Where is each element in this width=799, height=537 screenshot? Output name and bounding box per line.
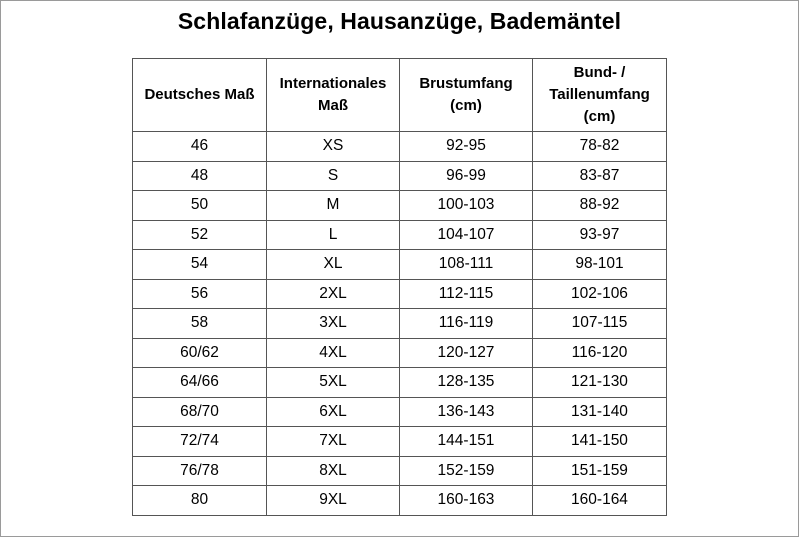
cell-deutsches-mass: 80 [133,486,267,516]
cell-internationales-mass: L [267,220,400,250]
header-brustumfang-line2: (cm) [450,97,482,114]
cell-brustumfang: 144-151 [400,427,533,457]
cell-deutsches-mass: 76/78 [133,456,267,486]
cell-brustumfang: 108-111 [400,250,533,280]
table-row [133,191,667,221]
cell-brustumfang: 96-99 [400,161,533,191]
cell-internationales-mass: XL [267,250,400,280]
cell-taillenumfang: 78-82 [533,132,667,162]
cell-brustumfang: 136-143 [400,397,533,427]
table-header-row [133,59,667,132]
cell-deutsches-mass: 50 [133,191,267,221]
cell-taillenumfang: 121-130 [533,368,667,398]
cell-internationales-mass: 3XL [267,309,400,339]
cell-internationales-mass: S [267,161,400,191]
cell-deutsches-mass: 60/62 [133,338,267,368]
cell-taillenumfang: 88-92 [533,191,667,221]
size-table [132,58,667,516]
cell-internationales-mass: 8XL [267,456,400,486]
table-row [133,279,667,309]
table-row [133,220,667,250]
table-row [133,338,667,368]
cell-deutsches-mass: 58 [133,309,267,339]
cell-brustumfang: 152-159 [400,456,533,486]
cell-brustumfang: 160-163 [400,486,533,516]
cell-internationales-mass: 6XL [267,397,400,427]
header-taillenumfang-line2: Taillenumfang [549,86,650,103]
cell-deutsches-mass: 52 [133,220,267,250]
table-row [133,397,667,427]
header-internationales-mass [267,59,400,132]
cell-deutsches-mass: 64/66 [133,368,267,398]
cell-brustumfang: 92-95 [400,132,533,162]
cell-internationales-mass: M [267,191,400,221]
cell-brustumfang: 112-115 [400,279,533,309]
table-row [133,250,667,280]
header-taillenumfang-line1: Bund- / [573,64,626,81]
header-deutsches-mass [133,59,267,132]
table-row [133,132,667,162]
header-brustumfang-line1: Brustumfang [419,75,513,92]
cell-internationales-mass: 7XL [267,427,400,457]
cell-deutsches-mass: 54 [133,250,267,280]
cell-internationales-mass: 2XL [267,279,400,309]
cell-taillenumfang: 131-140 [533,397,667,427]
cell-taillenumfang: 151-159 [533,456,667,486]
header-taillenumfang [533,59,667,132]
table-row [133,456,667,486]
cell-deutsches-mass: 72/74 [133,427,267,457]
table-row [133,486,667,516]
cell-brustumfang: 128-135 [400,368,533,398]
table-row [133,161,667,191]
table-row [133,427,667,457]
cell-taillenumfang: 93-97 [533,220,667,250]
cell-taillenumfang: 102-106 [533,279,667,309]
header-deutsches-mass-label: Deutsches Maß [144,86,255,103]
cell-brustumfang: 100-103 [400,191,533,221]
cell-internationales-mass: 9XL [267,486,400,516]
table-row [133,309,667,339]
cell-deutsches-mass: 68/70 [133,397,267,427]
header-brustumfang [400,59,533,132]
cell-taillenumfang: 160-164 [533,486,667,516]
cell-deutsches-mass: 48 [133,161,267,191]
cell-internationales-mass: 5XL [267,368,400,398]
cell-taillenumfang: 98-101 [533,250,667,280]
cell-brustumfang: 120-127 [400,338,533,368]
cell-taillenumfang: 141-150 [533,427,667,457]
cell-internationales-mass: XS [267,132,400,162]
cell-brustumfang: 116-119 [400,309,533,339]
page-title: Schlafanzüge, Hausanzüge, Bademäntel [177,8,622,34]
cell-taillenumfang: 107-115 [533,309,667,339]
header-taillenumfang-line3: (cm) [583,108,616,125]
header-internationales-line1: Internationales [279,75,387,92]
cell-internationales-mass: 4XL [267,338,400,368]
header-internationales-line2: Maß [318,97,348,114]
table-row [133,368,667,398]
cell-brustumfang: 104-107 [400,220,533,250]
cell-taillenumfang: 116-120 [533,338,667,368]
cell-deutsches-mass: 46 [133,132,267,162]
cell-taillenumfang: 83-87 [533,161,667,191]
cell-deutsches-mass: 56 [133,279,267,309]
